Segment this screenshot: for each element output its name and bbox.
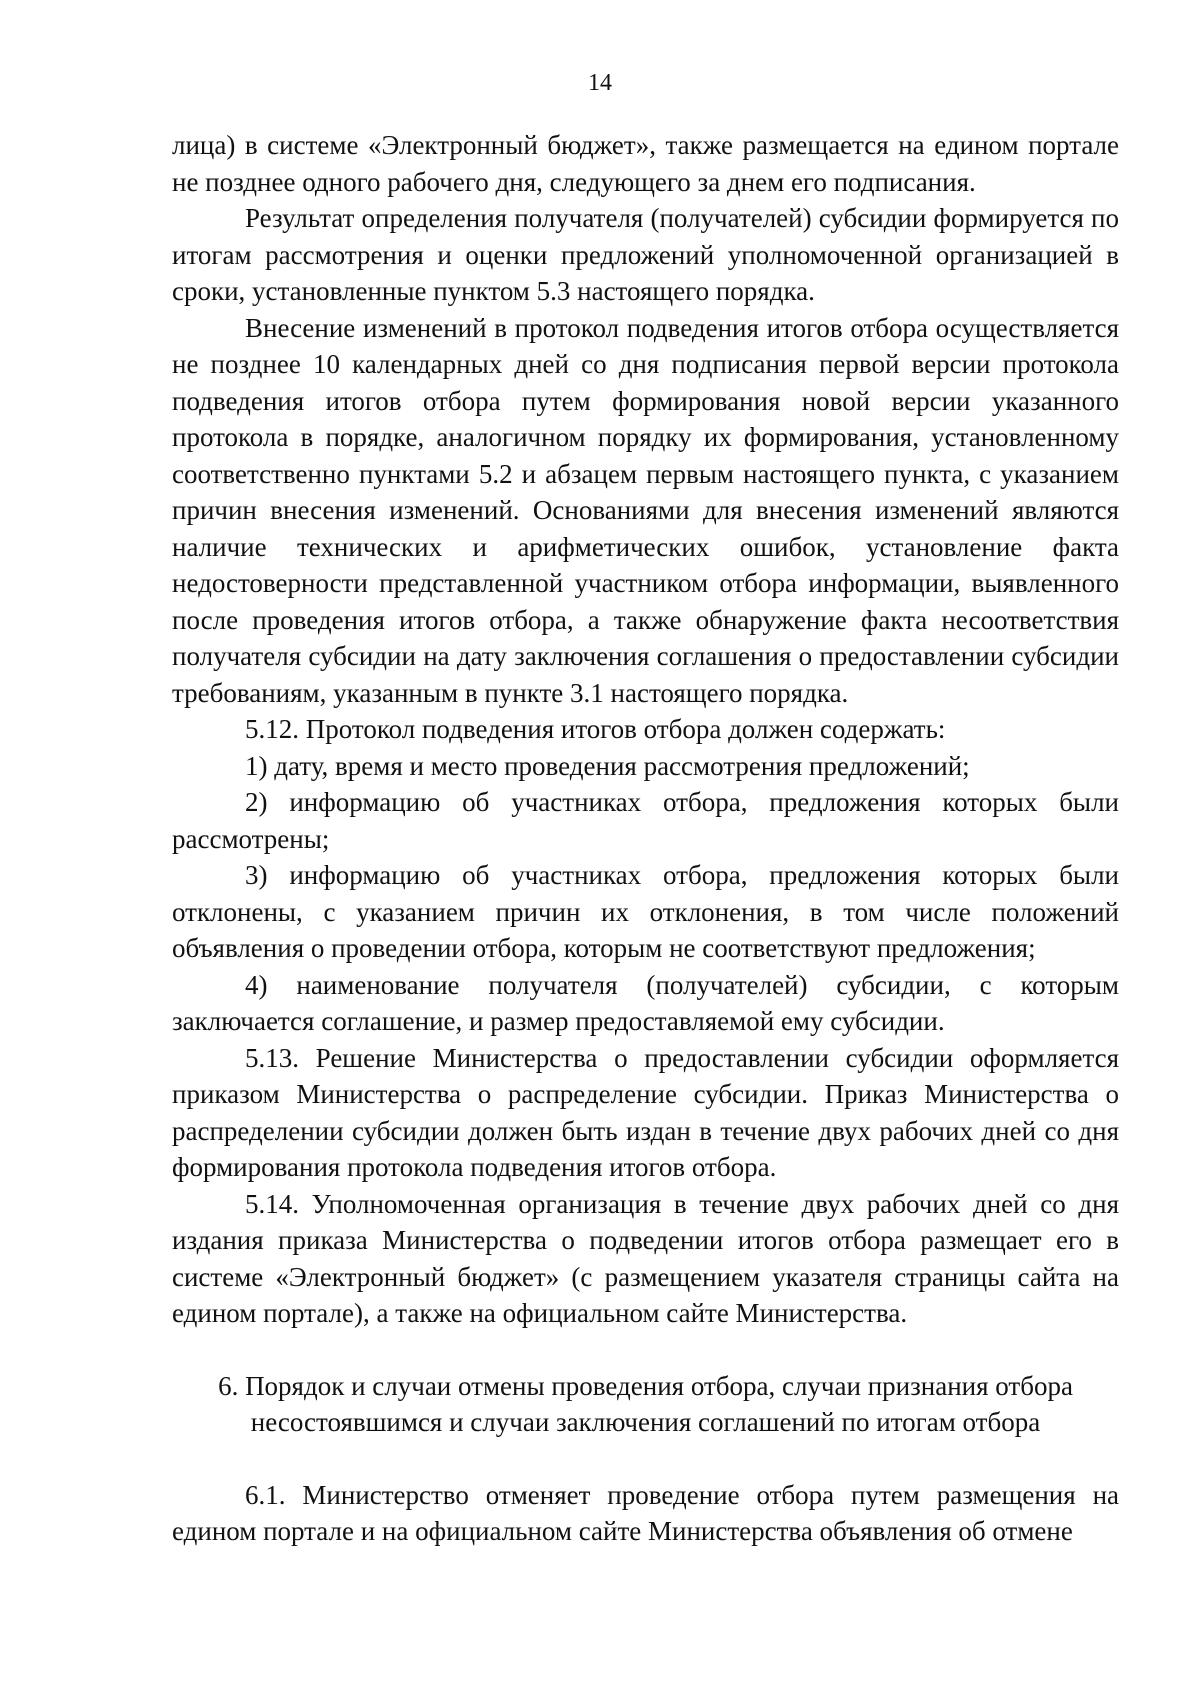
list-item-2: 2) информацию об участниках отбора, предложения которых были рассмотрены; [172, 787, 1119, 854]
paragraph-continuation: лица) в системе «Электронный бюджет», также размещается на едином портале не позднее одного рабочего дня, следующего за днем его подписания. [172, 130, 1119, 197]
document-body [172, 127, 1119, 1550]
paragraph-clause-5-14: 5.14. Уполномоченная организация в течение двух рабочих дней со дня издания приказа Министерства о подведении итогов отбора размещает его в системе «Электронный бюджет» (с размещением указателя страницы сайта на едином портале), а также на официальном сайте Министерства. [172, 1188, 1119, 1328]
paragraph-clause-5-13: 5.13. Решение Министерства о предоставлении субсидии оформляется приказом Министерства о распределение субсидии. Приказ Министерства о распределении субсидии должен быть издан в течение двух рабочих дней со дня формирования протокола подведения итогов отбора. [172, 1042, 1119, 1182]
section-heading-line-2: несостоявшимся и случаи заключения соглашений по итогам отбора [250, 1407, 1041, 1437]
paragraph-clause-6-1: 6.1. Министерство отменяет проведение отбора путем размещения на едином портале и на официальном сайте Министерства объявления об отмене [172, 1479, 1119, 1546]
list-item-3: 3) информацию об участниках отбора, предложения которых были отклонены, с указанием причин их отклонения, в том числе положений объявления о проведении отбора, которым не соответствуют предложения; [172, 860, 1119, 963]
paragraph: Внесение изменений в протокол подведения итогов отбора осуществляется не позднее 10 календарных дней со дня подписания первой версии протокола подведения итогов отбора путем формирования новой версии указанного протокола в порядке, аналогичном порядку их формирования, установленному соответственно пунктами 5.2 и абзацем первым настоящего пункта, с указанием причин внесения изменений. Основаниями для внесения изменений являются наличие технических и арифметических ошибок, установление факта недостоверности представленной участником отбора информации, выявленного после проведения итогов отбора, а также обнаружение факта несоответствия получателя субсидии на дату заключения соглашения о предоставлении субсидии требованиям, указанным в пункте 3.1 настоящего порядка. [172, 312, 1119, 708]
section-heading [172, 1368, 1119, 1441]
paragraph-clause-5-12: 5.12. Протокол подведения итогов отбора должен содержать: [245, 714, 946, 744]
list-item-4: 4) наименование получателя (получателей) субсидии, с которым заключается соглашение, и размер предоставляемой ему субсидии. [172, 969, 1119, 1036]
page-number: 14 [588, 70, 612, 96]
list-item-1: 1) дату, время и место проведения рассмотрения предложений; [245, 750, 970, 781]
section-heading-line-1: 6. Порядок и случаи отмены проведения отбора, случаи признания отбора [218, 1370, 1073, 1401]
paragraph: Результат определения получателя (получателей) субсидии формируется по итогам рассмотрения и оценки предложений уполномоченной организацией в сроки, установленные пунктом 5.3 настоящего порядка. [172, 203, 1119, 306]
